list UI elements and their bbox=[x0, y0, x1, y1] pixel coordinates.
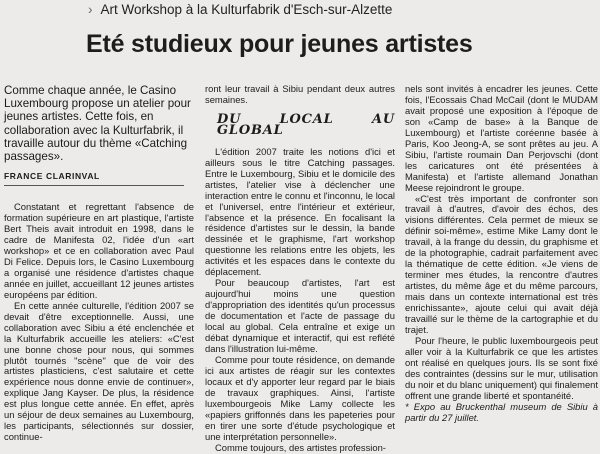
article-column-3 bbox=[405, 84, 598, 424]
article-intro: Comme chaque année, le Casino Luxembourg propose un atelier pour jeunes artistes. Cette fois, en collaboration avec la Kulturfabrik, il travaille autour du thème «Catching passages». bbox=[4, 84, 191, 164]
article-headline: Eté studieux pour jeunes artistes bbox=[86, 30, 473, 58]
body-paragraph: «C'est très important de confronter son travail à d'autres, d'avoir des échos, des visions différentes. Cela permet de mieux se définir soi-même», estime Mike Lamy dont le travail, à la frange du dessin, du graphisme et de la photographie, cadrait parfaitement avec la thématique de cette édition. «Je viens de terminer mes études, la rencontre d'autres artistes, du même âge et du même parcours, mais dans un contexte international est très enrichissante», ajoute celui qui avait déjà travaillé sur le thème de la cartographie et du trajet. bbox=[405, 192, 598, 335]
body-paragraph: Comme toujours, des artistes profession- bbox=[215, 441, 386, 453]
kicker-text: Art Workshop à la Kulturfabrik d'Esch-sur-Alzette bbox=[100, 2, 393, 17]
article-column-1 bbox=[4, 84, 194, 443]
body-paragraph: Pour l'heure, le public luxembourgeois peut aller voir à la Kulturfabrik ce que les artistes ont réalisé en quelques jours. Ils se sont fixé des contraintes (dessins sur le mur, utilisation du noir et du blanc uniquement) qui finalement offrent une grande liberté et spontanéité. bbox=[405, 334, 598, 401]
section-subhead: DU LOCAL AU GLOBAL bbox=[217, 111, 395, 138]
chevron-right-icon: › bbox=[88, 2, 93, 17]
body-paragraph: Constatant et regrettant l'absence de formation supérieure en art plastique, l'artiste Bert Theis avait introduit en 1998, dans le cadre de Manifesta 02, l'idée d'un «art workshop» et ce en collaboration avec Paul Di Felice. Depuis lors, le Casino Luxembourg a organisé une résidence d'artistes chaque année en juillet, accueillant 12 jeunes artistes européens par édition. bbox=[4, 201, 194, 300]
body-paragraph: Pour beaucoup d'artistes, l'art est aujourd'hui moins une question d'appropriation des identités qu'un processus de documentation et l'acte de passage du local au global. Cela entraîne et exige un débat dynamique et interactif, qui est reflété dans l'illustration lui-même. bbox=[205, 277, 395, 354]
body-paragraph: L'édition 2007 traite les notions d'ici et ailleurs sous le titre Catching passages. Entre le Luxembourg, Sibiu et le domicile des artistes, l'atelier vise à déclencher une interaction entre le connu et l'inconnu, le local et l'universel, entre l'intérieur et extérieur, l'absence et la présence. En focalisant la résidence d'artistes sur le dessin, la bande dessinée et le graphisme, l'art workshop questionne les relations entre les objets, les activités et les espaces dans le contexte du déplacement. bbox=[205, 145, 395, 278]
article-footnote: * Expo au Bruckenthal museum de Sibiu à partir du 27 juillet. bbox=[405, 400, 598, 423]
article-column-2 bbox=[205, 84, 395, 454]
body-paragraph: Comme pour toute résidence, on demande ici aux artistes de réagir sur les contextes locaux et d'y apporter leur regard par le biais de travaux graphiques. Ainsi, l'artiste luxembourgeois Mike Lamy collecte les «papiers griffonnés dans les papeteries pour en tirer une sorte d'étude psychologique et une interprétation personnelle». bbox=[205, 353, 395, 442]
body-paragraph: nels sont invités à encadrer les jeunes. Cette fois, l'Ecossais Chad McCail (dont le MUDAM avait proposé une exposition à l'époque de son «Camp de base» à la Banque de Luxembourg) et l'artiste coréenne basée à Paris, Koo Jeong-A, se sont prêtes au jeu. A Sibiu, l'artiste roumain Dan Perjovschi (dont les caricatures ont été présentées à Manifesta) et l'artiste allemand Jonathan Meese rejoindront le groupe. bbox=[405, 83, 598, 193]
article-byline: FRANCE CLARINVAL bbox=[4, 171, 184, 186]
article-kicker bbox=[88, 2, 598, 17]
body-paragraph: ront leur travail à Sibiu pendant deux autres semaines. bbox=[205, 83, 395, 105]
body-paragraph: En cette année culturelle, l'édition 2007 se devait d'être exceptionnelle. Aussi, une collaboration avec Sibiu a été enclenchée et la Kulturfabrik accueille les ateliers: «C'est une bonne chose pour nous, qui sommes plutôt tournés "scène" que de voir des artistes plasticiens, c'est salutaire et cette expérience nous donne envie de continuer», explique Jang Kayser. De plus, la résidence est plus longue cette année. En effet, après un séjour de deux semaines au Luxembourg, les participants, sélectionnés sur dossier, continue- bbox=[4, 299, 194, 443]
